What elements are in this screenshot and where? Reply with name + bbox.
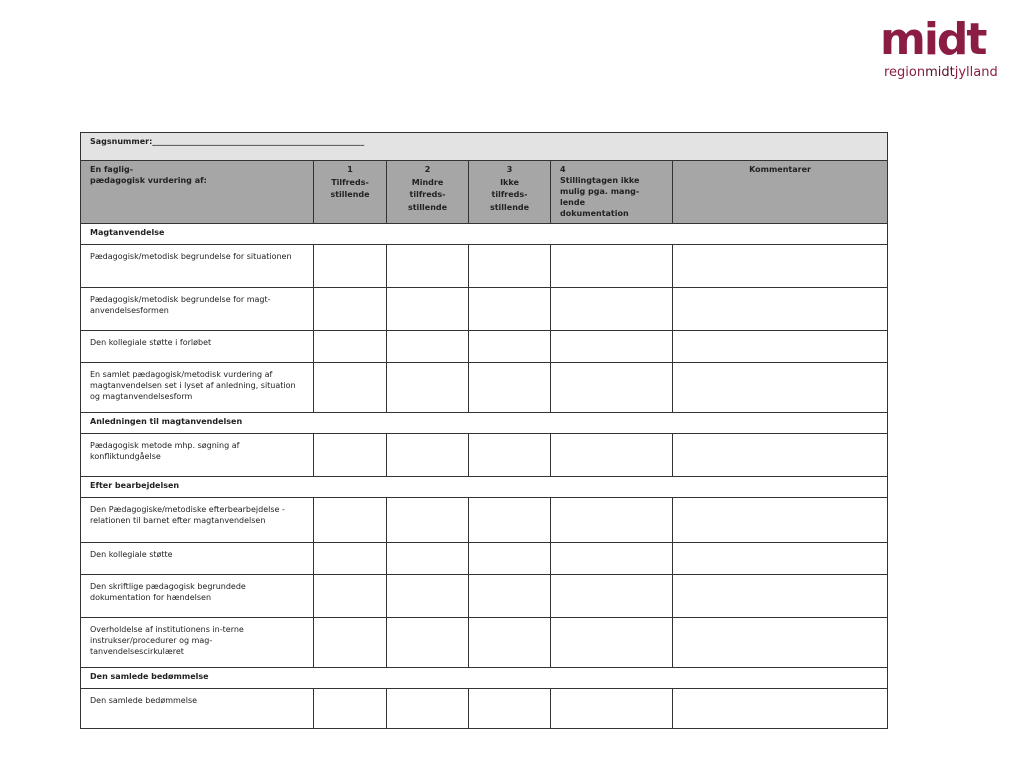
criterion-label: Pædagogisk metode mhp. søgning af konfliktundgåelse <box>81 434 314 477</box>
rating-cell-1[interactable] <box>314 434 387 477</box>
table-row <box>81 618 888 668</box>
section-row <box>81 413 888 434</box>
logo-sub-region: region <box>884 65 926 80</box>
header-rating-2 <box>387 161 469 224</box>
table-row <box>81 575 888 618</box>
section-row <box>81 477 888 498</box>
header-rating-2-text: Mindre tilfreds- stillende <box>407 177 448 212</box>
assessment-form-table <box>80 132 888 729</box>
criterion-label: Den kollegiale støtte i forløbet <box>81 331 314 363</box>
table-row <box>81 434 888 477</box>
case-number-row <box>81 133 888 161</box>
rating-cell-4[interactable] <box>551 498 673 543</box>
table-row <box>81 689 888 729</box>
header-rating-4 <box>551 161 673 224</box>
rating-cell-2[interactable] <box>387 618 469 668</box>
header-rating-3-number: 3 <box>506 165 513 174</box>
criterion-label: Pædagogisk/metodisk begrundelse for magt-anvendelsesformen <box>81 288 314 331</box>
logo-sub-jylland: jylland <box>954 65 998 80</box>
rating-cell-3[interactable] <box>469 618 551 668</box>
table-row <box>81 331 888 363</box>
rating-cell-4[interactable] <box>551 331 673 363</box>
comment-cell[interactable] <box>673 434 888 477</box>
header-row <box>81 161 888 224</box>
region-logo <box>880 14 1010 88</box>
section-title: Magtanvendelse <box>81 224 888 245</box>
section-title: Anledningen til magtanvendelsen <box>81 413 888 434</box>
rating-cell-4[interactable] <box>551 618 673 668</box>
table-row <box>81 498 888 543</box>
rating-cell-1[interactable] <box>314 575 387 618</box>
rating-cell-4[interactable] <box>551 575 673 618</box>
rating-cell-4[interactable] <box>551 434 673 477</box>
rating-cell-1[interactable] <box>314 363 387 413</box>
criterion-label: Pædagogisk/metodisk begrundelse for situationen <box>81 245 314 288</box>
rating-cell-3[interactable] <box>469 543 551 575</box>
rating-cell-2[interactable] <box>387 498 469 543</box>
rating-cell-1[interactable] <box>314 618 387 668</box>
header-rating-4-number: 4 <box>560 165 566 174</box>
header-rating-2-number: 2 <box>424 165 431 174</box>
rating-cell-3[interactable] <box>469 288 551 331</box>
rating-cell-3[interactable] <box>469 575 551 618</box>
rating-cell-4[interactable] <box>551 689 673 729</box>
section-title: Efter bearbejdelsen <box>81 477 888 498</box>
comment-cell[interactable] <box>673 288 888 331</box>
table-row <box>81 288 888 331</box>
header-assessment-line1: En faglig- <box>90 165 134 174</box>
header-rating-3 <box>469 161 551 224</box>
rating-cell-1[interactable] <box>314 543 387 575</box>
comment-cell[interactable] <box>673 575 888 618</box>
rating-cell-1[interactable] <box>314 498 387 543</box>
rating-cell-2[interactable] <box>387 363 469 413</box>
rating-cell-3[interactable] <box>469 363 551 413</box>
header-rating-4-text: Stillingtagen ikke mulig pga. mang-lende dokumentation <box>560 176 640 218</box>
criterion-label: Den skriftlige pædagogisk begrundede dokumentation for hændelsen <box>81 575 314 618</box>
criterion-label: Den kollegiale støtte <box>81 543 314 575</box>
rating-cell-3[interactable] <box>469 245 551 288</box>
comment-cell[interactable] <box>673 363 888 413</box>
rating-cell-4[interactable] <box>551 245 673 288</box>
table-row <box>81 363 888 413</box>
criterion-label: Den samlede bedømmelse <box>81 689 314 729</box>
table-row <box>81 245 888 288</box>
rating-cell-3[interactable] <box>469 689 551 729</box>
rating-cell-4[interactable] <box>551 288 673 331</box>
rating-cell-2[interactable] <box>387 331 469 363</box>
rating-cell-3[interactable] <box>469 331 551 363</box>
rating-cell-2[interactable] <box>387 245 469 288</box>
header-rating-3-text: Ikke tilfreds- stillende <box>489 177 530 212</box>
rating-cell-2[interactable] <box>387 543 469 575</box>
rating-cell-1[interactable] <box>314 689 387 729</box>
rating-cell-4[interactable] <box>551 543 673 575</box>
logo-subtitle <box>884 65 998 80</box>
comment-cell[interactable] <box>673 498 888 543</box>
header-assessment <box>81 161 314 224</box>
comment-cell[interactable] <box>673 618 888 668</box>
comment-cell[interactable] <box>673 331 888 363</box>
rating-cell-2[interactable] <box>387 434 469 477</box>
criterion-label: En samlet pædagogisk/metodisk vurdering af magtanvendelsen set i lyset af anledning, situation og magtanvendelsesform <box>81 363 314 413</box>
rating-cell-3[interactable] <box>469 498 551 543</box>
header-assessment-line2: pædagogisk vurdering af: <box>90 176 207 185</box>
header-comments: Kommentarer <box>673 161 888 224</box>
case-number-label: Sagsnummer:_____________________________________________________ <box>81 133 888 161</box>
logo-sub-midt: midt <box>925 65 955 80</box>
rating-cell-3[interactable] <box>469 434 551 477</box>
criterion-label: Overholdelse af institutionens in-terne instrukser/procedurer og mag-tanvendelsescirkulæret <box>81 618 314 668</box>
header-rating-1-number: 1 <box>347 165 353 174</box>
comment-cell[interactable] <box>673 245 888 288</box>
rating-cell-1[interactable] <box>314 331 387 363</box>
rating-cell-2[interactable] <box>387 288 469 331</box>
section-row <box>81 668 888 689</box>
comment-cell[interactable] <box>673 689 888 729</box>
header-rating-1-text: Tilfreds- stillende <box>330 177 370 199</box>
section-row <box>81 224 888 245</box>
logo-wordmark: midt <box>880 14 986 65</box>
criterion-label: Den Pædagogiske/metodiske efterbearbejdelse - relationen til barnet efter magtanvendelsen <box>81 498 314 543</box>
rating-cell-2[interactable] <box>387 689 469 729</box>
comment-cell[interactable] <box>673 543 888 575</box>
section-title: Den samlede bedømmelse <box>81 668 888 689</box>
header-rating-1 <box>314 161 387 224</box>
rating-cell-2[interactable] <box>387 575 469 618</box>
rating-cell-1[interactable] <box>314 288 387 331</box>
table-row <box>81 543 888 575</box>
rating-cell-4[interactable] <box>551 363 673 413</box>
rating-cell-1[interactable] <box>314 245 387 288</box>
